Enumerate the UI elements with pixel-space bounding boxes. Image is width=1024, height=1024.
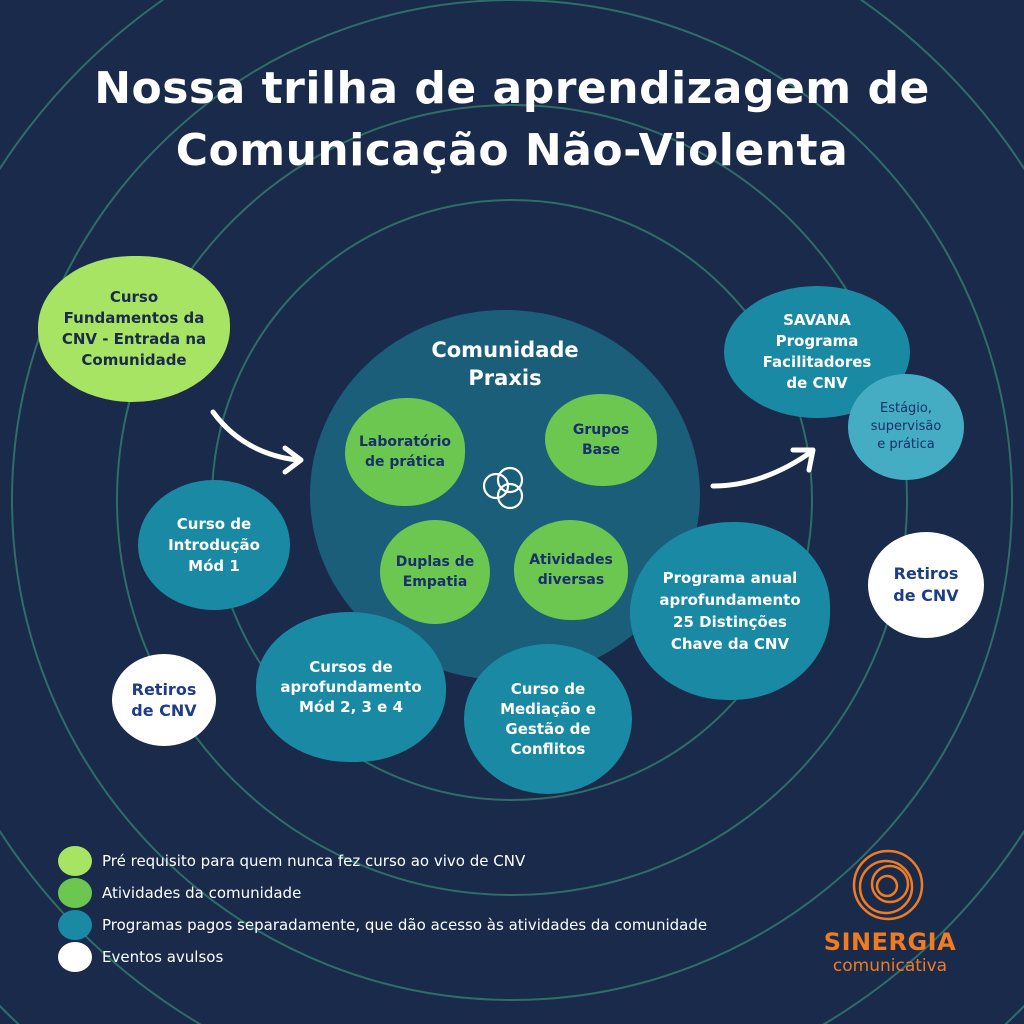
arrow-right-icon [205,398,315,478]
node-introducao: Curso de Introdução Mód 1 [138,480,290,610]
legend-item [58,909,707,941]
node-retiros-right: Retiros de CNV [868,532,984,638]
legend-swatch [58,942,92,972]
node-atividades-diversas: Atividades diversas [514,520,628,620]
node-savana: SAVANA Programa Facilitadores de CNV [724,286,910,418]
brand-tagline: comunicativa [832,956,948,976]
title-line-1: Nossa trilha de aprendizagem de [94,63,930,114]
node-duplas-empatia: Duplas de Empatia [380,520,490,624]
legend-item [58,877,707,909]
node-mediacao: Curso de Mediação e Gestão de Conflitos [464,644,632,794]
interlocking-circles-icon [474,458,534,516]
node-retiros-left: Retiros de CNV [112,654,216,746]
page-title [0,58,1024,182]
arrow-right-icon [705,440,825,500]
node-grupos-base: Grupos Base [545,394,657,486]
node-laboratorio: Laboratório de prática [345,398,465,506]
legend-swatch [58,910,92,940]
legend-swatch [58,846,92,876]
node-fundamentos: Curso Fundamentos da CNV - Entrada na Comunidade [38,256,230,402]
legend-item [58,941,707,973]
legend-swatch [58,878,92,908]
node-estagio: Estágio, supervisão e prática [848,374,964,480]
legend-label: Programas pagos separadamente, que dão acesso às atividades da comunidade [102,916,708,934]
legend-label: Eventos avulsos [102,948,224,966]
legend-label: Atividades da comunidade [102,884,302,902]
legend [58,845,707,973]
node-programa-anual: Programa anual aprofundamento 25 Distinções Chave da CNV [630,522,830,700]
legend-label: Pré requisito para quem nunca fez curso ao vivo de CNV [102,852,526,870]
node-aprofundamento: Cursos de aprofundamento Mód 2, 3 e 4 [256,612,446,762]
community-praxis-title: Comunidade Praxis [431,338,579,390]
brand-name: SINERGIA [823,928,957,956]
title-line-2: Comunicação Não-Violenta [175,125,849,176]
legend-item [58,845,707,877]
brand-logo-icon [848,845,928,925]
